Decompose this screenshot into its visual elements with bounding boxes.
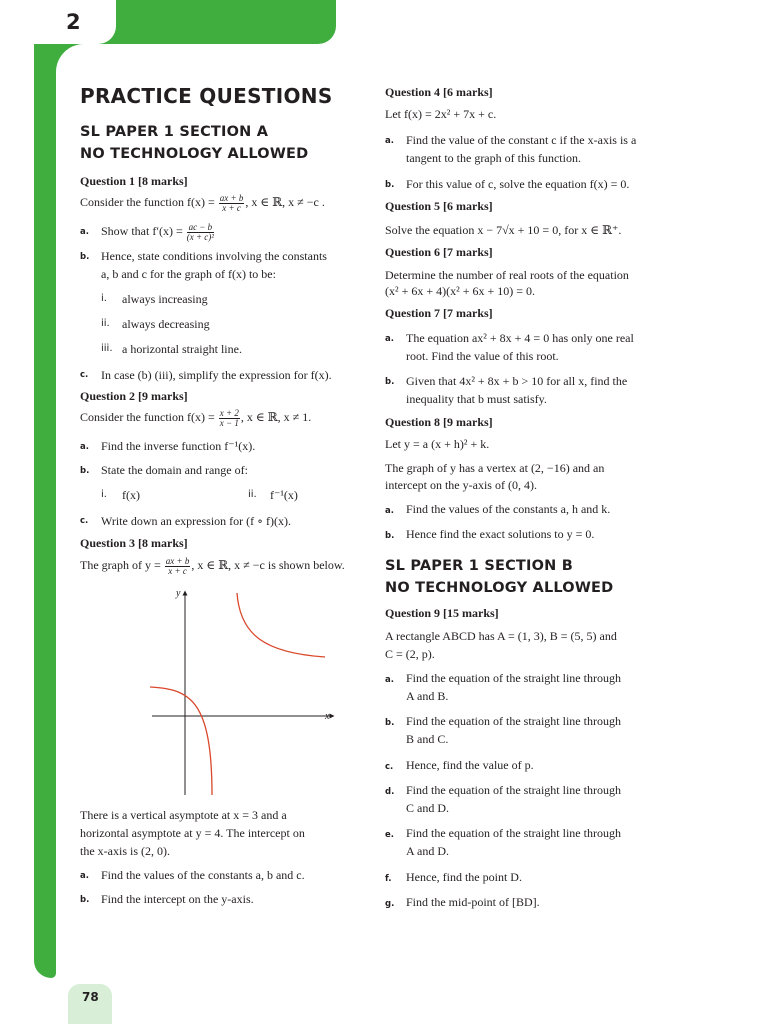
q7-a-line2: root. Find the value of this root.: [406, 349, 559, 363]
q6-line1: Determine the number of real roots of the equation: [385, 268, 629, 282]
chapter-box: [0, 0, 116, 44]
q9-d-line1: Find the equation of the straight line through: [406, 783, 621, 797]
q4-a-line1: Find the value of the constant c if the x-axis is a: [406, 133, 637, 147]
q9-g-text: Find the mid-point of [BD].: [406, 895, 540, 909]
q1-a-frac-den: (x + c)²: [186, 231, 214, 242]
q2-a-text: Find the inverse function f⁻¹(x).: [101, 439, 256, 453]
green-margin-bar: [34, 44, 56, 978]
question-2-heading: Question 2 [9 marks]: [80, 389, 188, 403]
q4-a-label: a.: [385, 136, 394, 146]
question-1-heading: Question 1 [8 marks]: [80, 174, 188, 188]
question-1-intro: [80, 193, 325, 213]
q4-b-label: b.: [385, 180, 395, 190]
q9-e-line2: A and D.: [406, 844, 449, 858]
section-b-heading: SL PAPER 1 SECTION B: [385, 558, 573, 574]
q3-frac-num: ax + b: [165, 555, 190, 566]
q9-b-line2: B and C.: [406, 732, 449, 746]
q2-b-label: b.: [80, 466, 90, 476]
q8-b-label: b.: [385, 531, 395, 541]
q2-b-i-label: i.: [101, 489, 107, 500]
q2-b-text: State the domain and range of:: [101, 463, 248, 477]
q1-frac-den: x + c: [222, 202, 241, 213]
q9-b-label: b.: [385, 718, 395, 728]
q4-a-line2: tangent to the graph of this function.: [406, 151, 581, 165]
q6-line2: (x² + 6x + 4)(x² + 6x + 10) = 0.: [385, 284, 536, 298]
q2-frac-num: x + 2: [219, 407, 239, 418]
q2-b-ii-text: f⁻¹(x): [270, 488, 298, 502]
q1-a-text: [101, 222, 215, 242]
q1-b-i-label: i.: [101, 293, 107, 304]
q1-intro-text: Consider the function f(x) =: [80, 195, 215, 209]
page-number: 78: [82, 990, 99, 1004]
q9-a-label: a.: [385, 675, 394, 685]
q9-e-line1: Find the equation of the straight line through: [406, 826, 621, 840]
q3-fraction: [165, 557, 191, 576]
q2-c-label: c.: [80, 516, 89, 526]
q1-c-label: c.: [80, 370, 89, 380]
q3-a-label: a.: [80, 871, 89, 881]
q1-a-label: a.: [80, 227, 89, 237]
q1-b-label: b.: [80, 252, 90, 262]
q3-para-line2: horizontal asymptote at y = 4. The intercept on: [80, 826, 305, 840]
question-3-heading: Question 3 [8 marks]: [80, 536, 188, 550]
q2-frac-den: x − 1: [219, 417, 239, 428]
graph-y-label: y: [176, 588, 181, 599]
question-2-intro: [80, 408, 311, 428]
q9-c-label: c.: [385, 762, 394, 772]
q1-b-iii-label: iii.: [101, 343, 113, 354]
q4-b-text: For this value of c, solve the equation f(x) = 0.: [406, 177, 630, 191]
q9-intro-line2: C = (2, p).: [385, 647, 435, 661]
q8-intro: Let y = a (x + h)² + k.: [385, 437, 490, 451]
q7-b-label: b.: [385, 377, 395, 387]
q9-d-label: d.: [385, 787, 395, 797]
curve-upper-branch: [237, 593, 325, 657]
q2-b-i-text: f(x): [122, 488, 140, 502]
q2-c-text: Write down an expression for (f ∘ f)(x).: [101, 514, 292, 528]
q9-g-label: g.: [385, 899, 395, 909]
q1-b-line1: Hence, state conditions involving the constants: [101, 249, 327, 263]
rational-function-graph: [150, 585, 350, 800]
q1-b-line2: a, b and c for the graph of f(x) to be:: [101, 267, 276, 281]
q1-a-frac-num: ac − b: [188, 221, 213, 232]
q5-text: Solve the equation x − 7√x + 10 = 0, for x ∈ ℝ⁺.: [385, 223, 622, 237]
q2-intro-tail: , x ∈ ℝ, x ≠ 1.: [240, 410, 312, 424]
q9-c-text: Hence, find the value of p.: [406, 758, 534, 772]
q3-b-label: b.: [80, 895, 90, 905]
q9-intro-line1: A rectangle ABCD has A = (1, 3), B = (5, 5) and: [385, 629, 617, 643]
section-a-subheading: NO TECHNOLOGY ALLOWED: [80, 146, 309, 162]
q7-a-line1: The equation ax² + 8x + 4 = 0 has only one real: [406, 331, 634, 345]
question-4-heading: Question 4 [6 marks]: [385, 85, 493, 99]
q3-intro-text: The graph of y =: [80, 558, 161, 572]
q8-para-line2: intercept on the y-axis of (0, 4).: [385, 478, 537, 492]
q4-intro: Let f(x) = 2x² + 7x + c.: [385, 107, 497, 121]
question-8-heading: Question 8 [9 marks]: [385, 415, 493, 429]
question-6-heading: Question 6 [7 marks]: [385, 245, 493, 259]
q1-b-iii-text: a horizontal straight line.: [122, 342, 242, 356]
curve-lower-branch: [150, 687, 212, 795]
graph-x-label: x: [325, 711, 330, 722]
q8-a-label: a.: [385, 506, 394, 516]
q7-a-label: a.: [385, 334, 394, 344]
q2-b-ii-label: ii.: [248, 489, 257, 500]
q3-frac-den: x + c: [168, 565, 187, 576]
chapter-number: 2: [66, 10, 81, 34]
q1-frac-num: ax + b: [219, 192, 244, 203]
q1-c-text: In case (b) (iii), simplify the expression for f(x).: [101, 368, 332, 382]
question-9-heading: Question 9 [15 marks]: [385, 606, 499, 620]
q8-para-line1: The graph of y has a vertex at (2, −16) and an: [385, 461, 605, 475]
q1-fraction: [219, 194, 245, 213]
q1-intro-tail: , x ∈ ℝ, x ≠ −c .: [245, 195, 325, 209]
q7-b-line2: inequality that b must satisfy.: [406, 392, 547, 406]
q9-d-line2: C and D.: [406, 801, 449, 815]
question-3-intro: [80, 556, 345, 576]
q1-a-text-main: Show that f′(x) =: [101, 224, 183, 238]
q8-a-text: Find the values of the constants a, h and k.: [406, 502, 611, 516]
q8-b-text: Hence find the exact solutions to y = 0.: [406, 527, 595, 541]
page-title: PRACTICE QUESTIONS: [80, 84, 333, 108]
q9-a-line2: A and B.: [406, 689, 449, 703]
q3-para-line1: There is a vertical asymptote at x = 3 and a: [80, 808, 287, 822]
q1-b-i-text: always increasing: [122, 292, 208, 306]
section-b-subheading: NO TECHNOLOGY ALLOWED: [385, 580, 614, 596]
q2-fraction: [219, 409, 240, 428]
question-7-heading: Question 7 [7 marks]: [385, 306, 493, 320]
q1-a-fraction: [187, 223, 214, 242]
q9-f-label: f.: [385, 874, 392, 884]
q2-a-label: a.: [80, 442, 89, 452]
q3-intro-tail: , x ∈ ℝ, x ≠ −c is shown below.: [191, 558, 345, 572]
q2-intro-text: Consider the function f(x) =: [80, 410, 215, 424]
q1-b-ii-text: always decreasing: [122, 317, 210, 331]
q3-para-line3: the x-axis is (2, 0).: [80, 844, 170, 858]
q3-a-text: Find the values of the constants a, b and c.: [101, 868, 305, 882]
q9-e-label: e.: [385, 830, 394, 840]
q7-b-line1: Given that 4x² + 8x + b > 10 for all x, find the: [406, 374, 628, 388]
q9-a-line1: Find the equation of the straight line through: [406, 671, 621, 685]
q1-b-ii-label: ii.: [101, 318, 110, 329]
section-a-heading: SL PAPER 1 SECTION A: [80, 124, 269, 140]
q9-f-text: Hence, find the point D.: [406, 870, 522, 884]
q3-b-text: Find the intercept on the y-axis.: [101, 892, 254, 906]
question-5-heading: Question 5 [6 marks]: [385, 199, 493, 213]
q9-b-line1: Find the equation of the straight line through: [406, 714, 621, 728]
